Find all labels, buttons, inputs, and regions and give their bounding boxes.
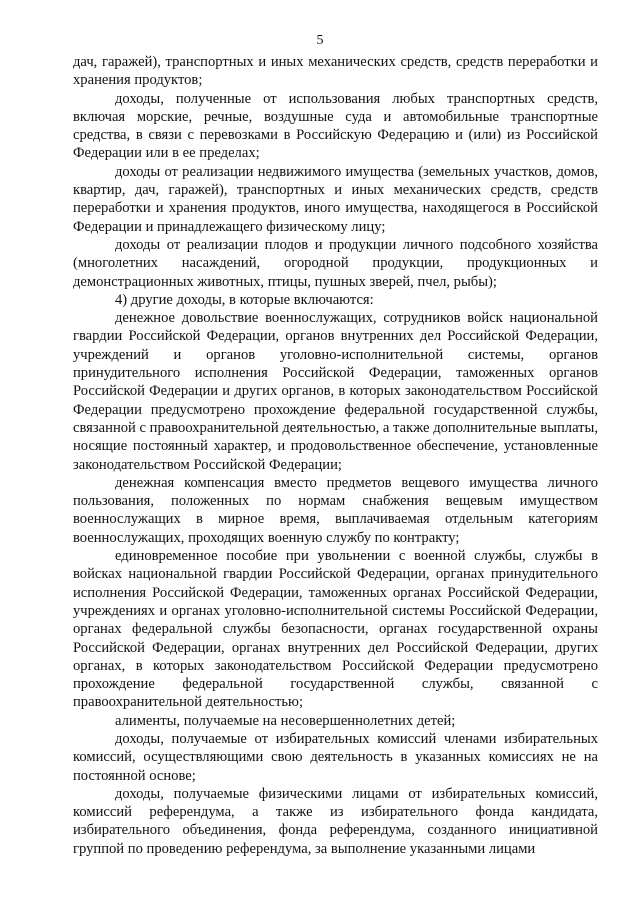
paragraph-5: 4) другие доходы, в которые включаются:: [115, 291, 374, 308]
document-body: [73, 53, 598, 858]
paragraph-1: дач, гаражей), транспортных и иных механических средств, средств переработки и хранения продуктов;: [73, 54, 598, 89]
paragraph-9: алименты, получаемые на несовершеннолетних детей;: [115, 712, 456, 729]
paragraph-6: денежное довольствие военнослужащих, сотрудников войск национальной гвардии Российской Федерации, органов внутренних дел Российской Федерации, учреждений и органов уголовно-исполнительной системы, органов принудительного исполнения Российской Федерации, таможенных органов Российской Федерации и других органов, в которых законодательством Российской Федерации предусмотрено прохождение федеральной государственной службы, связанной с правоохранительной деятельностью, а также дополнительные выплаты, носящие постоянный характер, и продовольственное обеспечение, установленные законодательством Российской Федерации;: [73, 310, 598, 473]
paragraph-4: доходы от реализации плодов и продукции личного подсобного хозяйства (многолетних насаждений, огородной продукции, продукционных и демонстрационных животных, птицы, пушных зверей, пчел, рыбы);: [73, 236, 598, 290]
paragraph-3: доходы от реализации недвижимого имущества (земельных участков, домов, квартир, дач, гаражей), транспортных и иных механических средств, средств переработки и хранения продуктов, иного имущества, находящегося в Российской Федерации и принадлежащего физическому лицу;: [73, 163, 598, 235]
paragraph-11: доходы, получаемые физическими лицами от избирательных комиссий, комиссий референдума, а также из избирательного фонда кандидата, избирательного объединения, фонда референдума, созданного инициативной группой по проведению референдума, за выполнение указанными лицами: [73, 785, 598, 857]
paragraph-10: доходы, получаемые от избирательных комиссий членами избирательных комиссий, осуществляющими свою деятельность в указанных комиссиях не на постоянной основе;: [73, 730, 598, 784]
page-number: 5: [316, 33, 324, 48]
paragraph-2: доходы, полученные от использования любых транспортных средств, включая морские, речные, воздушные суда и автомобильные транспортные средства, в связи с перевозками в Российскую Федерацию и (или) из Российской Федерации или в ее пределах;: [73, 90, 598, 162]
paragraph-7: денежная компенсация вместо предметов вещевого имущества личного пользования, положенных по нормам снабжения вещевым имуществом военнослужащих в мирное время, выплачиваемая отдельным категориям военнослужащих, проходящих военную службу по контракту;: [73, 474, 598, 546]
paragraph-8: единовременное пособие при увольнении с военной службы, службы в войсках национальной гвардии Российской Федерации, органах принудительного исполнения Российской Федерации, таможенных органах Российской Федерации, учреждениях и органах уголовно-исполнительной системы Российской Федерации, органах федеральной службы безопасности, органах государственной охраны Российской Федерации, органах внутренних дел Российской Федерации, других органах, в которых законодательством Российской Федерации предусмотрено прохождение федеральной государственной службы, связанной с правоохранительной деятельностью;: [73, 548, 598, 711]
